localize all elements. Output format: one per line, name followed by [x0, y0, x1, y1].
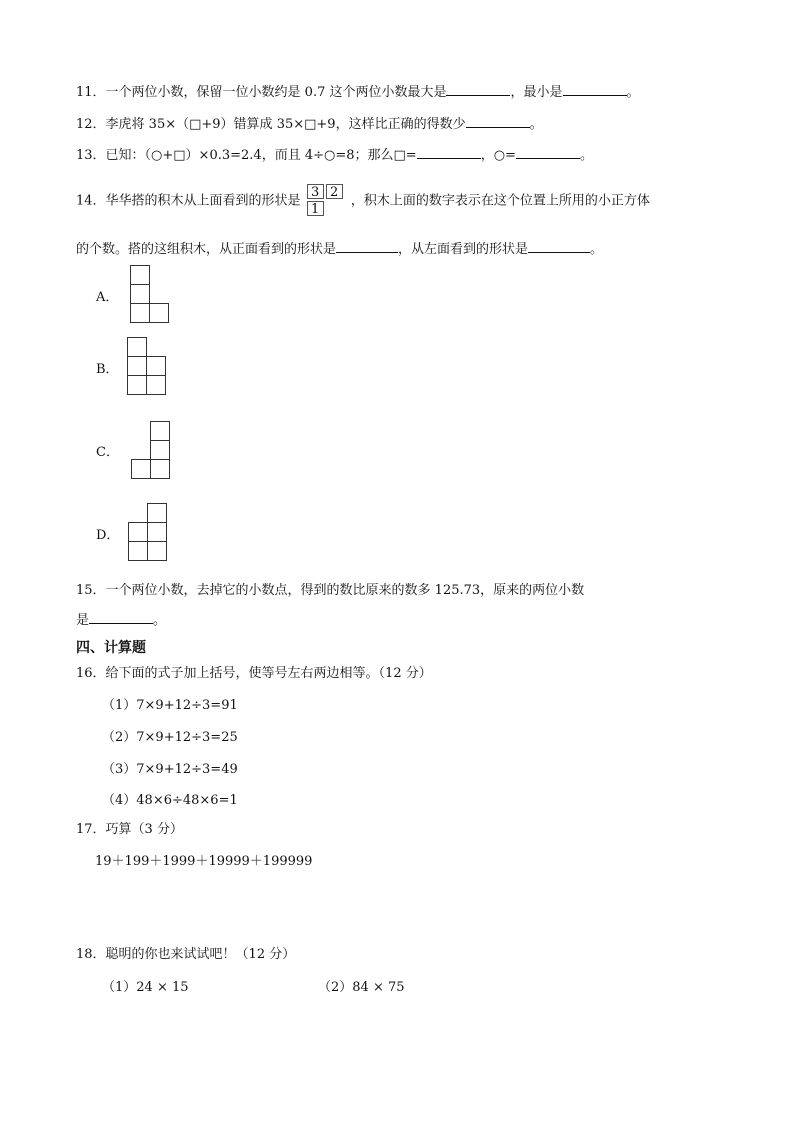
option-a-label[interactable]: A． [96, 290, 119, 305]
question-16-title: 16．给下面的式子加上括号，使等号左右两边相等。（12 分） [76, 666, 432, 681]
option-c-label[interactable]: C． [96, 445, 119, 460]
top-view-grid [307, 184, 345, 218]
question-11: 11．一个两位小数，保留一位小数约是 0.7 这个两位小数最大是 ，最小是 。 [76, 85, 640, 100]
q16-item-3: （3）7×9+12÷3=49 [102, 762, 238, 777]
answer-blank[interactable] [446, 83, 510, 96]
q11-text: 11．一个两位小数，保留一位小数约是 0.7 这个两位小数最大是 [76, 85, 447, 100]
grid-cell: 2 [326, 184, 343, 199]
answer-blank[interactable] [417, 146, 481, 159]
question-14: 14．华华搭的积木从上面看到的形状是 3 2 1 ，积木上面的数字表示在这个位置上所用的小正方体 [76, 185, 650, 217]
answer-blank[interactable] [528, 240, 590, 253]
grid-cell: 1 [307, 201, 324, 216]
q17-expression: 19＋199＋1999＋19999＋199999 [95, 854, 313, 869]
question-12: 12．李虎将 35×（□+9）错算成 35×□+9，这样比正确的得数少 。 [76, 117, 543, 132]
q18-item-2: （2）84 × 75 [318, 980, 405, 995]
grid-cell: 3 [307, 184, 324, 199]
option-c-figure [131, 421, 171, 481]
q16-item-2: （2）7×9+12÷3=25 [102, 730, 238, 745]
option-b-figure [127, 337, 167, 397]
answer-blank[interactable] [466, 115, 530, 128]
answer-blank[interactable] [516, 146, 580, 159]
q16-item-1: （1）7×9+12÷3=91 [102, 698, 238, 713]
question-15-cont: 是 。 [76, 613, 167, 628]
question-13: 13．已知：（○+□）×0.3=2.4，而且 4÷○=8；那么□= ，○= 。 [76, 148, 593, 163]
question-14-cont: 的个数。搭的这组积木，从正面看到的形状是 ，从左面看到的形状是 。 [76, 242, 604, 257]
q16-item-4: （4）48×6÷48×6=1 [102, 793, 238, 808]
q18-item-1: （1）24 × 15 [102, 980, 189, 995]
option-d-figure [128, 503, 168, 563]
question-18-title: 18．聪明的你也来试试吧！（12 分） [76, 947, 296, 962]
section-title: 四、计算题 [76, 640, 146, 656]
answer-blank[interactable] [563, 83, 627, 96]
option-b-label[interactable]: B． [96, 362, 119, 377]
answer-blank[interactable] [336, 240, 398, 253]
option-d-label[interactable]: D． [96, 528, 120, 543]
answer-blank[interactable] [89, 611, 153, 624]
question-17-title: 17．巧算（3 分） [76, 822, 183, 837]
question-15: 15．一个两位小数，去掉它的小数点，得到的数比原来的数多 125.73，原来的两位小数 [76, 583, 585, 598]
option-a-figure [130, 265, 170, 325]
